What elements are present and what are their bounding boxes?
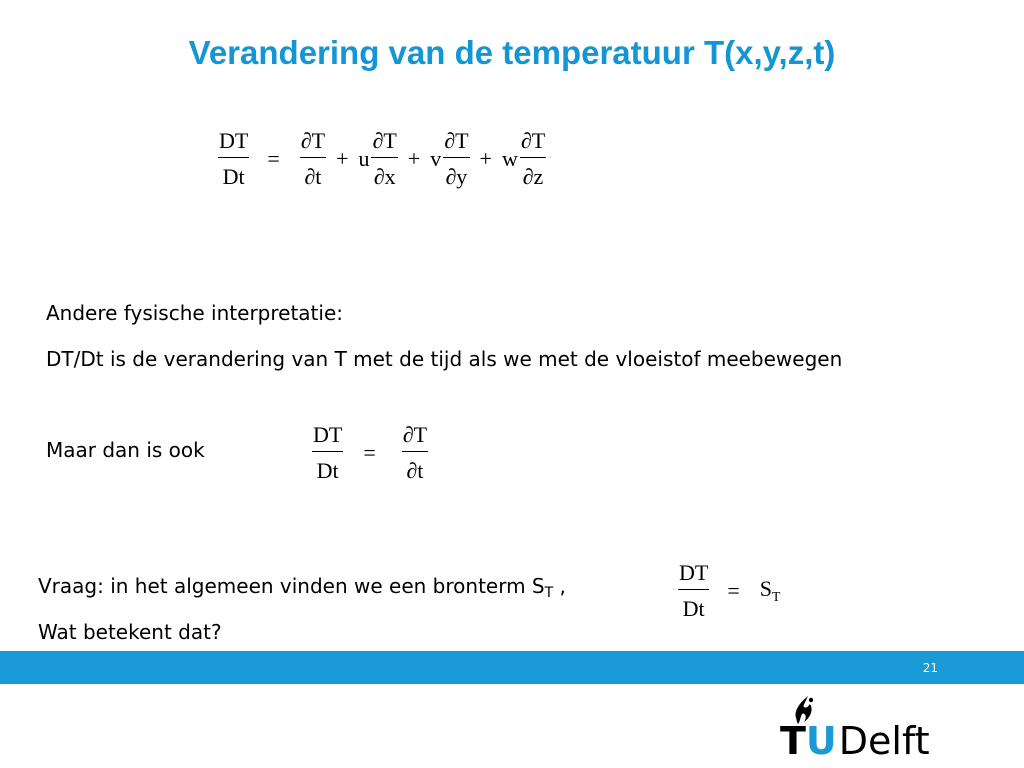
fraction-numerator: DT bbox=[679, 560, 709, 585]
fraction-denominator: ∂t bbox=[304, 164, 322, 190]
coefficient-u: u bbox=[358, 145, 370, 171]
fraction-lhs bbox=[678, 560, 709, 622]
fraction-dz bbox=[520, 128, 546, 190]
footer-band bbox=[0, 651, 1024, 684]
coefficient-v: v bbox=[430, 145, 442, 171]
fraction-lhs bbox=[312, 422, 343, 484]
body-line-maar-dan: Maar dan is ook bbox=[46, 438, 205, 462]
equals-sign: = bbox=[363, 439, 376, 465]
logo-letter-t: T bbox=[780, 719, 806, 763]
fraction-dt bbox=[300, 128, 326, 190]
logo-letter-u: U bbox=[805, 719, 837, 763]
fraction-denominator: ∂z bbox=[522, 164, 544, 190]
body-line-interpretation: DT/Dt is de verandering van T met de tijd als we met de vloeistof meebewegen bbox=[46, 347, 843, 371]
fraction-numerator: ∂T bbox=[402, 422, 428, 447]
body-line-interpretation-heading: Andere fysische interpretatie: bbox=[46, 301, 343, 325]
equals-sign: = bbox=[727, 577, 740, 603]
question-subscript: T bbox=[544, 585, 554, 602]
source-term-subscript: T bbox=[772, 589, 781, 605]
equation-source-term bbox=[678, 560, 780, 622]
fraction-numerator: DT bbox=[313, 422, 343, 447]
plus-sign: + bbox=[407, 145, 421, 171]
fraction-dy bbox=[443, 128, 469, 190]
coefficient-w: w bbox=[501, 145, 518, 171]
fraction-numerator: ∂T bbox=[300, 128, 326, 153]
source-term bbox=[760, 576, 781, 605]
fraction-denominator: Dt bbox=[682, 596, 705, 622]
logo-delft: Delft bbox=[838, 719, 930, 763]
question-line bbox=[38, 576, 566, 600]
slide-title: Verandering van de temperatuur T(x,y,z,t) bbox=[188, 34, 836, 71]
fraction-numerator: DT bbox=[219, 128, 249, 153]
plus-sign: + bbox=[479, 145, 492, 171]
fraction-dt bbox=[402, 422, 428, 484]
fraction-numerator: ∂T bbox=[372, 128, 397, 153]
logo-wordmark bbox=[780, 719, 930, 763]
fraction-numerator: ∂T bbox=[520, 128, 546, 153]
equation-material-derivative bbox=[218, 128, 546, 190]
equation-steady bbox=[312, 422, 428, 484]
tu-delft-logo bbox=[780, 690, 930, 763]
question-followup: Wat betekent dat? bbox=[38, 620, 222, 644]
fraction-denominator: Dt bbox=[222, 164, 245, 190]
fraction-dx bbox=[371, 128, 397, 190]
plus-sign: + bbox=[336, 145, 349, 171]
fraction-numerator: ∂T bbox=[444, 128, 469, 153]
logo-t-wrapper bbox=[780, 719, 806, 763]
equals-sign: = bbox=[267, 145, 280, 171]
fraction-denominator: ∂y bbox=[445, 164, 468, 190]
fraction-denominator: Dt bbox=[316, 458, 339, 484]
page-number: 21 bbox=[922, 661, 938, 675]
question-tail: , bbox=[553, 574, 566, 598]
source-term-symbol: S bbox=[759, 576, 772, 602]
flame-icon bbox=[784, 692, 818, 726]
question-text: Vraag: in het algemeen vinden we een bronterm S bbox=[38, 574, 545, 598]
fraction-lhs bbox=[218, 128, 249, 190]
fraction-denominator: ∂x bbox=[373, 164, 396, 190]
fraction-denominator: ∂t bbox=[406, 458, 424, 484]
